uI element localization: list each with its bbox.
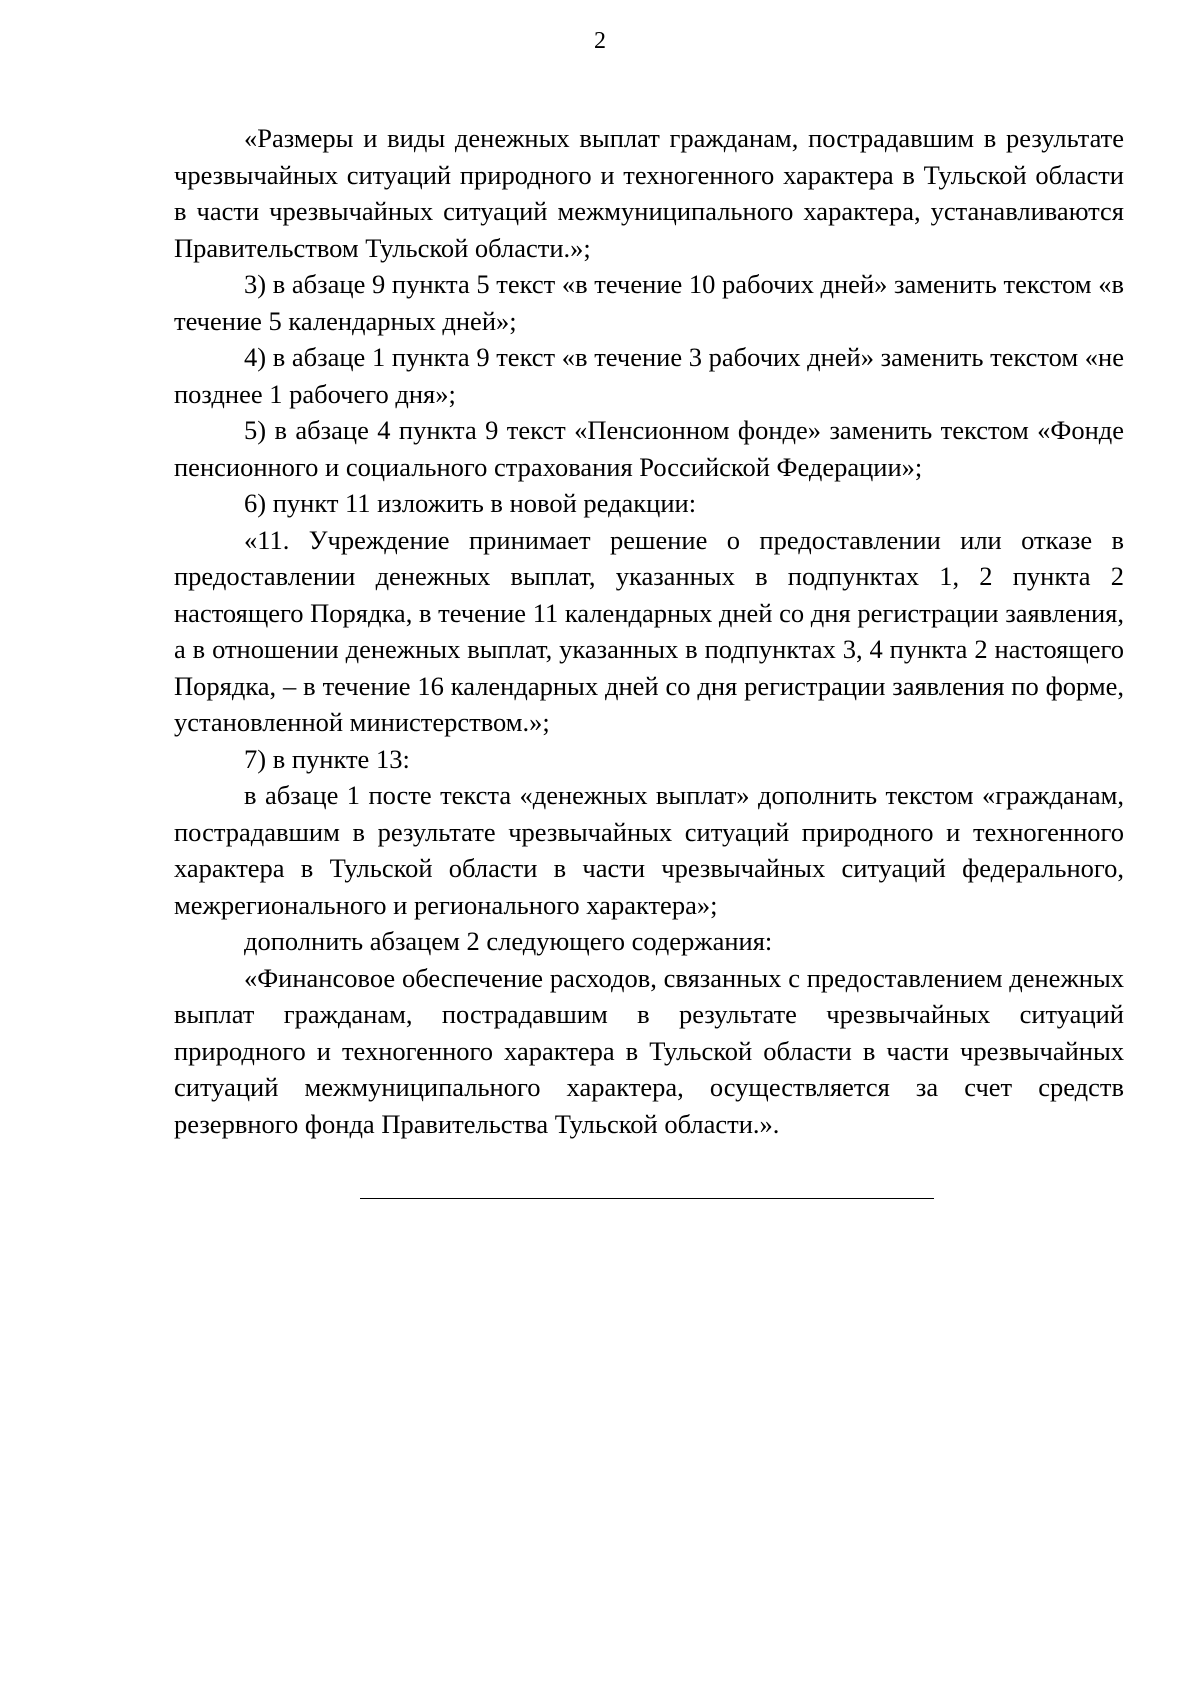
paragraph-item-4: 4) в абзаце 1 пункта 9 текст «в течение 3 рабочих дней» заменить текстом «не позднее 1 рабочего дня»; [174,342,1124,409]
paragraph-item-5: 5) в абзаце 4 пункта 9 текст «Пенсионном фонде» заменить текстом «Фонде пенсионного и социального страхования Российской Федерации»; [174,415,1124,482]
paragraph-add-abzac-2: дополнить абзацем 2 следующего содержания: [244,926,773,956]
paragraph-financing: «Финансовое обеспечение расходов, связанных с предоставлением денежных выплат гражданам, пострадавшим в результате чрезвычайных ситуаций природного и техногенного характера в Тульской области в части чрезвычайных ситуаций межмуниципального характера, осуществляется за счет средств резервного фонда Правительства Тульской области.». [174,962,1124,1139]
paragraph-point-11: «11. Учреждение принимает решение о предоставлении или отказе в предоставлении денежных выплат, указанных в подпунктах 1, 2 пункта 2 настоящего Порядка, в течение 11 календарных дней со дня регистрации заявления, а в отношении денежных выплат, указанных в подпунктах 3, 4 пункта 2 настоящего Порядка, – в течение 16 календарных дней со дня регистрации заявления по форме, установленной министерством.»; [174,524,1124,737]
paragraph-amount-types: «Размеры и виды денежных выплат гражданам, пострадавшим в результате чрезвычайных ситуаций природного и техногенного характера в Тульской области в части чрезвычайных ситуаций межмуниципального характера, устанавливаются Правительством Тульской области.»; [174,123,1124,263]
document-body [174,120,1124,1142]
paragraph-point-13-abzac-1: в абзаце 1 посте текста «денежных выплат» дополнить текстом «гражданам, пострадавшим в результате чрезвычайных ситуаций природного и техногенного характера в Тульской области в части чрезвычайных ситуаций федерального, межрегионального и регионального характера»; [174,780,1124,920]
closing-rule [360,1198,934,1199]
paragraph-item-6: 6) пункт 11 изложить в новой редакции: [244,488,697,518]
paragraph-item-3: 3) в абзаце 9 пункта 5 текст «в течение 10 рабочих дней» заменить текстом «в течение 5 календарных дней»; [174,269,1124,336]
paragraph-item-7: 7) в пункте 13: [244,743,410,774]
page-number: 2 [594,28,606,54]
